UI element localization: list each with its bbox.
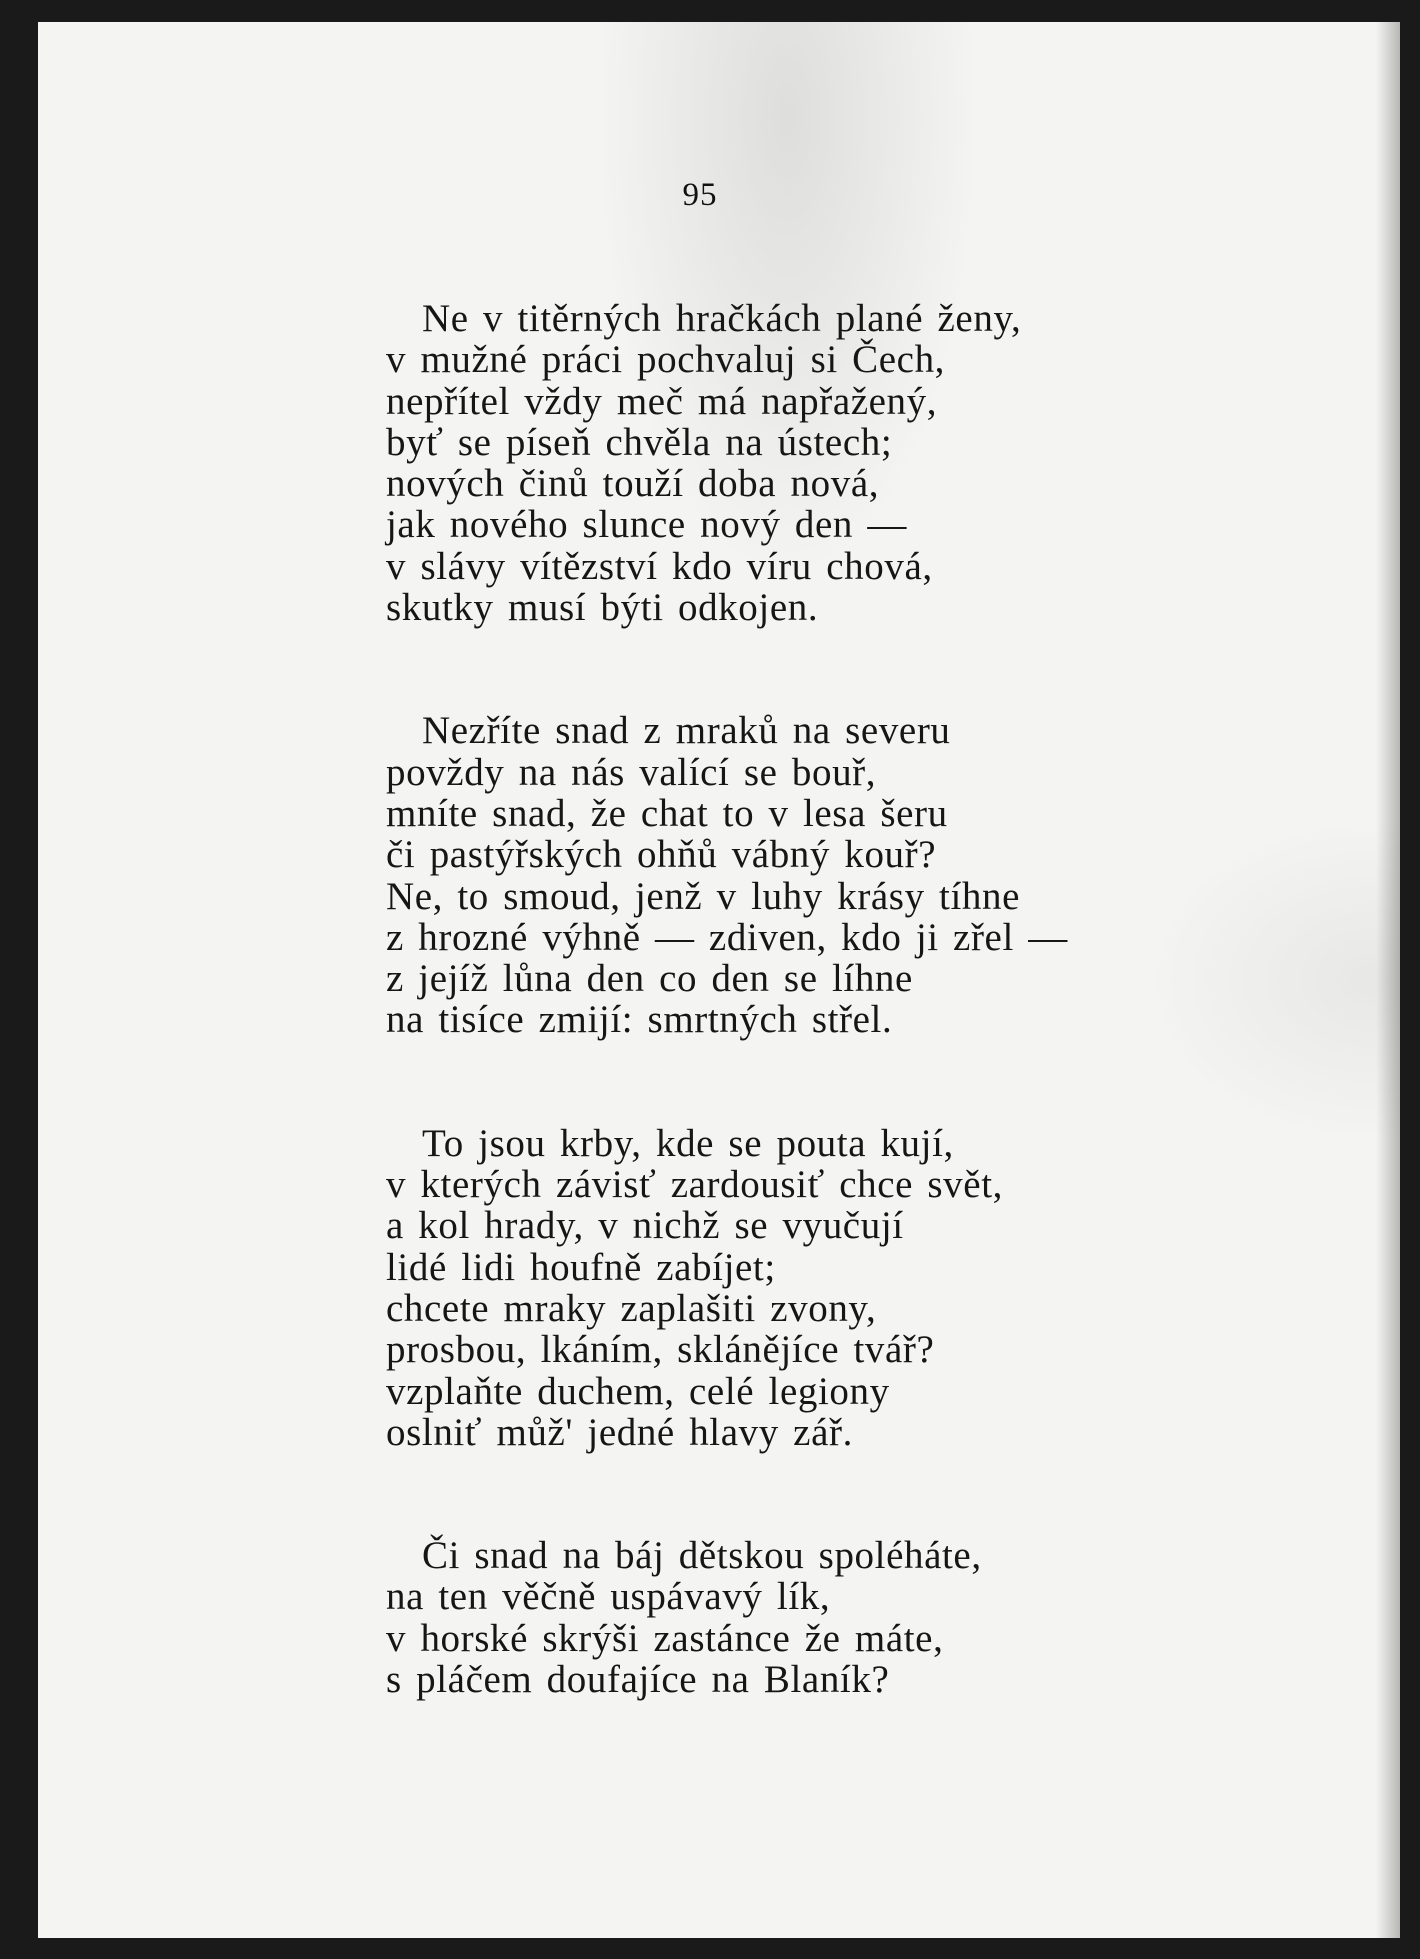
poem-line: Nezříte snad z mraků na severu: [422, 709, 951, 753]
page-edge-shadow: [1376, 22, 1400, 1938]
poem-line: lidé lidi houfně zabíjet;: [386, 1245, 776, 1289]
poem-line: v slávy vítězství kdo víru chová,: [386, 544, 933, 588]
poem-line: na tisíce zmijí: smrtných střel.: [386, 998, 893, 1042]
poem-line: nepřítel vždy meč má napřažený,: [386, 379, 938, 423]
poem-line: mníte snad, že chat to v lesa šeru: [386, 791, 948, 835]
poem-line: vzplaňte duchem, celé legiony: [386, 1369, 890, 1413]
poem-line: či pastýřských ohňů vábný kouř?: [386, 833, 937, 877]
poem-line: byť se píseň chvěla na ústech;: [386, 420, 893, 464]
poem-line: a kol hrady, v nichž se vyučují: [386, 1204, 904, 1248]
poem-line: prosbou, lkáním, sklánějíce tvář?: [386, 1328, 935, 1372]
poem-line: Ne, to smoud, jenž v luhy krásy tíhne: [386, 874, 1021, 918]
poem-line: To jsou krby, kde se pouta kují,: [422, 1121, 954, 1165]
poem-line: oslniť můž' jedné hlavy zář.: [386, 1410, 853, 1454]
poem-line: v horské skrýši zastánce že máte,: [386, 1616, 944, 1660]
stanza-2: [386, 710, 1206, 1040]
poem-line: na ten věčně uspávavý lík,: [386, 1575, 831, 1619]
poem-line: s pláčem doufajíce na Blaník?: [386, 1658, 890, 1702]
poem-line: chcete mraky zaplašiti zvony,: [386, 1286, 877, 1330]
page-number: 95: [682, 177, 718, 213]
poem: [386, 298, 1206, 1700]
book-page: [38, 22, 1400, 1938]
stanza-3: [386, 1123, 1206, 1453]
poem-line: z jejíž lůna den co den se líhne: [386, 957, 913, 1001]
poem-line: Či snad na báj dětskou spoléháte,: [422, 1534, 982, 1578]
poem-line: skutky musí býti odkojen.: [386, 586, 819, 630]
poem-line: nových činů touží doba nová,: [386, 462, 880, 506]
poem-line: Ne v titěrných hračkách plané ženy,: [422, 297, 1022, 340]
poem-line: v mužné práci pochvaluj si Čech,: [386, 338, 946, 382]
poem-line: jak nového slunce nový den —: [386, 503, 907, 547]
poem-line: z hrozné výhně — zdiven, kdo ji zřel —: [386, 915, 1068, 959]
poem-line: v kterých závisť zardousiť chce svět,: [386, 1163, 1003, 1207]
poem-line: povždy na nás valící se bouř,: [386, 750, 877, 794]
stanza-4: [386, 1535, 1206, 1700]
stanza-1: [386, 298, 1206, 628]
